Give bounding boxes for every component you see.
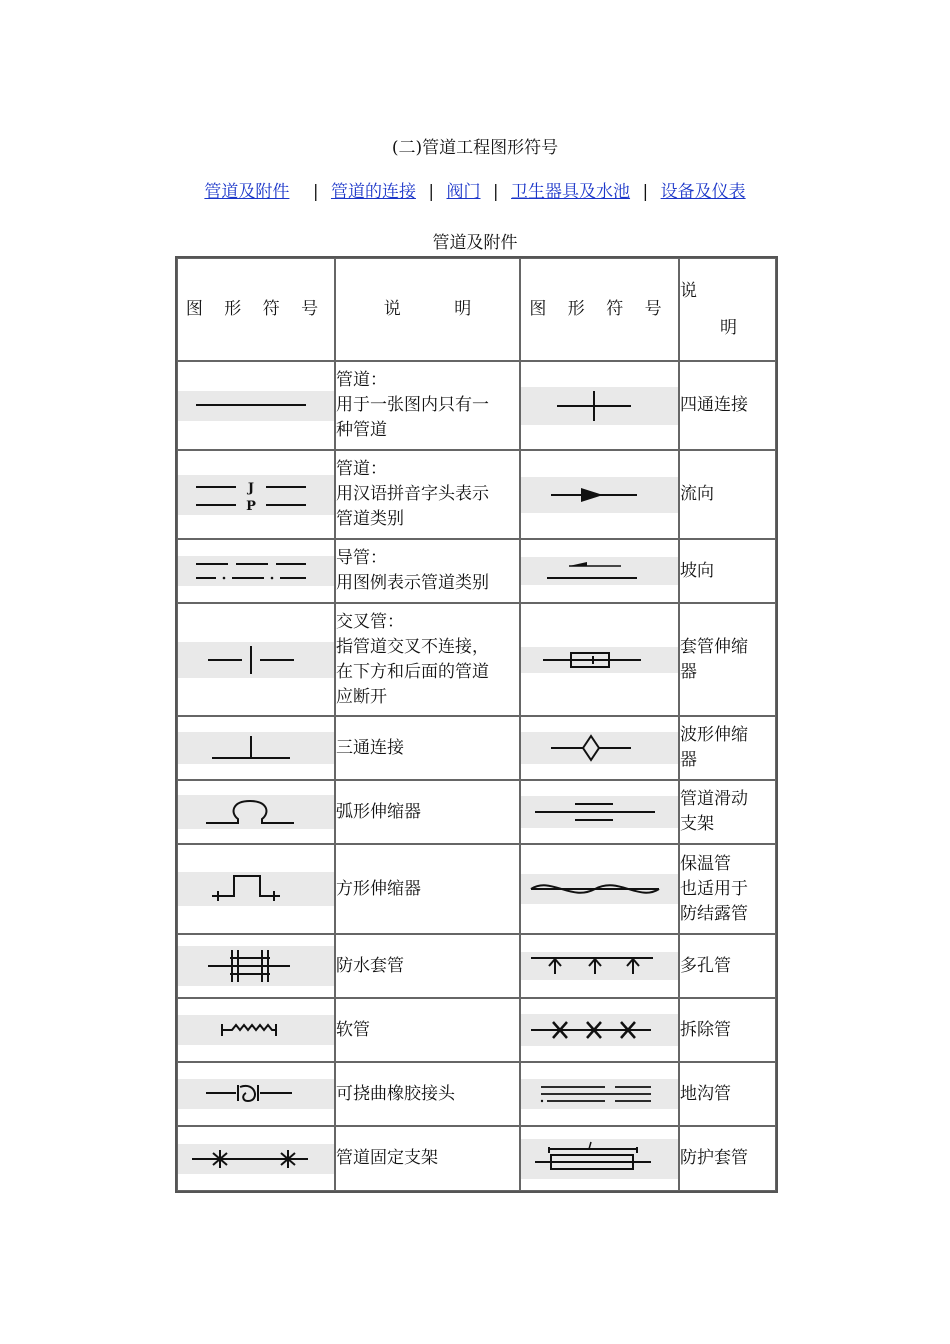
table-row [177,844,776,934]
symbol-cell [520,1062,679,1126]
description-text: 坡向 [680,560,714,581]
header-symbol: 图 形 符 号 [177,258,335,361]
symbol-cell [177,1062,335,1126]
square-expansion-joint-icon [178,872,334,906]
description-text: 防结露管 [680,903,748,924]
symbol-cell [520,361,679,450]
symbol-cell [177,361,335,450]
description-text: 种管道 [336,420,387,440]
description-text: 管道类别 [336,509,404,529]
description-cell [335,844,520,934]
description-cell [335,998,520,1062]
description-cell [679,539,776,603]
description-cell [679,450,776,539]
symbol-cell [520,934,679,998]
description-cell [335,361,520,450]
symbol-cell [177,780,335,844]
header-text-line: 明 [720,317,745,338]
rubber-flex-joint-icon [178,1079,334,1109]
slope-direction-icon [521,557,678,585]
tee-joint-icon [178,732,334,764]
description-cell [679,780,776,844]
table-header-row [177,258,776,361]
nav-separator: | [642,182,649,202]
description-cell [335,603,520,716]
header-description: 说 明 [335,258,520,361]
crossing-pipe-icon [178,642,334,678]
description-text: 指管道交叉不连接， [336,636,489,657]
nav-separator: | [428,182,435,202]
description-text: 波形伸缩 [680,725,748,745]
table-row [177,361,776,450]
nav-separator: | [312,182,319,202]
description-cell [335,539,520,603]
description-text: 用汉语拼音字头表示 [336,484,489,504]
bellows-expansion-joint-icon [521,732,678,764]
arc-expansion-joint-icon [178,795,334,829]
symbol-cell [177,539,335,603]
description-cell [335,780,520,844]
symbol-cell [177,603,335,716]
sleeve-expansion-joint-icon [521,647,678,673]
flexible-hose-icon [178,1015,334,1045]
description-text: 应断开 [336,686,387,707]
pattern-line-pipe-icon [178,556,334,586]
table-row [177,1126,776,1191]
symbol-cell [520,998,679,1062]
pinyin-labeled-pipe-icon [178,475,334,515]
description-text: 管道： [336,370,387,390]
description-text: 地沟管 [680,1083,731,1104]
description-cell [335,934,520,998]
svg-text:P: P [246,498,256,514]
table-row [177,934,776,998]
nav-link-sanitary-fixtures[interactable]: 卫生器具及水池 [511,182,631,202]
description-text: 器 [680,661,697,682]
description-text: 用于一张图内只有一 [336,395,489,415]
nav-link-valves[interactable]: 阀门 [446,182,481,202]
description-text: 导管： [336,548,387,568]
description-text: 拆除管 [680,1019,731,1040]
symbol-cell [177,844,335,934]
svg-text:J: J [247,480,255,496]
description-cell [335,450,520,539]
description-text: 弧形伸缩器 [336,801,421,822]
insulated-pipe-icon [521,874,678,904]
table-row [177,1062,776,1126]
description-text: 保温管 [680,853,731,874]
symbol-cell [177,716,335,780]
description-text: 器 [680,750,697,770]
table-row [177,780,776,844]
protective-sleeve-icon [521,1139,678,1179]
removed-pipe-icon [521,1014,678,1046]
description-cell [679,998,776,1062]
symbol-cell [177,998,335,1062]
symbol-cell [520,603,679,716]
nav-link-pipe-connections[interactable]: 管道的连接 [330,182,416,202]
nav-separator: | [492,182,499,202]
description-text: 套管伸缩 [680,636,748,657]
table-row [177,998,776,1062]
table-row [177,539,776,603]
section-title: 管道及附件 [432,233,518,253]
table-row [177,450,776,539]
symbol-table [175,256,778,1193]
page-title: (二)管道工程图形符号 [391,138,559,158]
description-cell [335,1126,520,1191]
symbol-cell [520,1126,679,1191]
description-cell [679,1126,776,1191]
description-text: 管道： [336,459,387,479]
description-text: 四通连接 [680,395,748,415]
nav-link-pipes-fittings[interactable]: 管道及附件 [204,182,290,202]
four-way-joint-icon [521,387,678,425]
description-text: 流向 [680,484,714,504]
description-text: 可挠曲橡胶接头 [336,1083,455,1104]
nav-link-equipment-instruments[interactable]: 设备及仪表 [660,182,746,202]
description-text: 支架 [680,814,714,834]
header-symbol: 图 形 符 号 [520,258,679,361]
header-text-line: 说 [680,280,705,301]
description-text: 防水套管 [336,955,404,976]
description-text: 方形伸缩器 [336,878,421,899]
description-cell [335,1062,520,1126]
symbol-cell [520,844,679,934]
table-row [177,603,776,716]
symbol-cell [520,450,679,539]
description-cell [679,934,776,998]
description-text: 多孔管 [680,955,731,976]
header-description [679,258,776,361]
single-line-pipe-icon [178,391,334,421]
nav-bar [0,177,950,202]
symbol-cell [520,780,679,844]
description-text: 交叉管： [336,611,404,632]
sliding-support-icon [521,796,678,828]
symbol-cell [520,716,679,780]
description-text: 在下方和后面的管道 [336,661,489,682]
symbol-cell [177,450,335,539]
fixed-support-icon [178,1144,334,1174]
flow-direction-icon [521,477,678,513]
symbol-cell [177,934,335,998]
description-text: 三通连接 [336,737,404,758]
description-cell [679,1062,776,1126]
symbol-cell [177,1126,335,1191]
table-row [177,716,776,780]
description-text: 管道滑动 [680,789,748,809]
description-cell [335,716,520,780]
perforated-pipe-icon [521,952,678,980]
description-text: 软管 [336,1019,370,1040]
description-text: 也适用于 [680,878,748,899]
description-cell [679,716,776,780]
waterproof-sleeve-icon [178,946,334,986]
description-cell [679,844,776,934]
description-cell [679,603,776,716]
description-text: 防护套管 [680,1148,748,1168]
description-text: 管道固定支架 [336,1148,438,1168]
description-text: 用图例表示管道类别 [336,573,489,593]
description-cell [679,361,776,450]
trench-pipe-icon [521,1079,678,1109]
symbol-cell [520,539,679,603]
